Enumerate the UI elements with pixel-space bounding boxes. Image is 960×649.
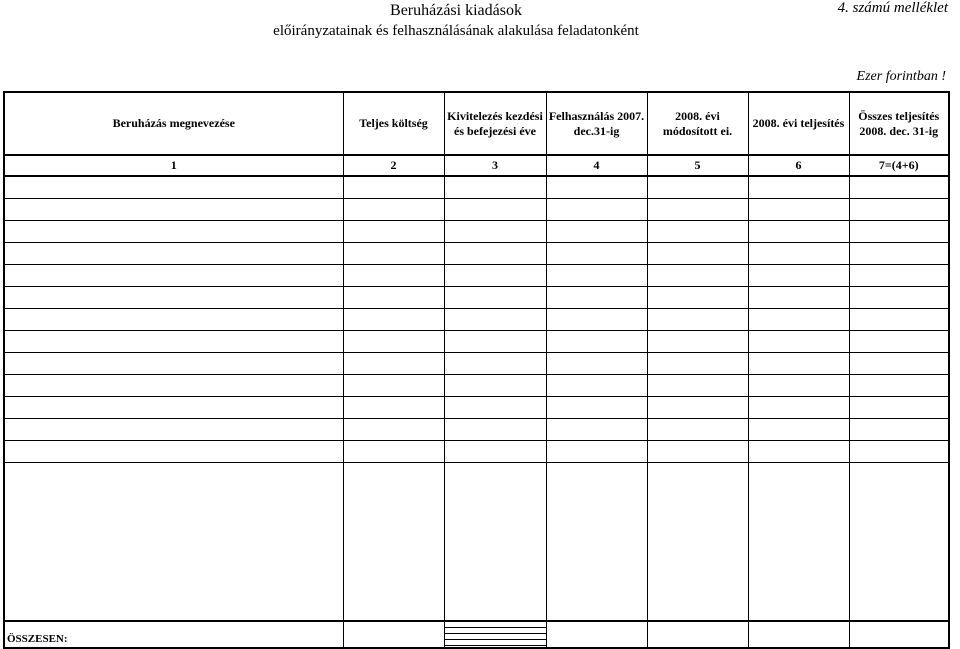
table-cell: [546, 419, 647, 441]
table-cell: [444, 243, 546, 265]
table-cell: [647, 375, 748, 397]
table-cell: [343, 331, 444, 353]
table-cell: [849, 375, 949, 397]
table-cell: [849, 199, 949, 221]
table-cell: [444, 353, 546, 375]
table-cell: [4, 221, 343, 243]
table-row: [4, 331, 949, 353]
table-cell: [849, 397, 949, 419]
table-cell: [4, 397, 343, 419]
total-row: [4, 621, 949, 648]
table-cell: [849, 265, 949, 287]
table-cell: [748, 353, 849, 375]
table-row: [4, 419, 949, 441]
table-cell: [647, 199, 748, 221]
table-cell: [444, 265, 546, 287]
annex-label: 4. számú melléklet: [837, 0, 948, 16]
table-cell: [4, 419, 343, 441]
table-cell: [849, 243, 949, 265]
table-cell: [444, 199, 546, 221]
table-cell: [748, 419, 849, 441]
table-cell: [748, 375, 849, 397]
page-subtitle: előirányzatainak és felhasználásának alakulása feladatonként: [273, 23, 639, 39]
table-cell: [444, 441, 546, 463]
column-header-years: Kivitelezés kezdési és befejezési éve: [444, 92, 546, 155]
table-cell: [546, 441, 647, 463]
table-cell: [343, 265, 444, 287]
hatched-cell: [444, 621, 546, 648]
table-cell: [4, 331, 343, 353]
table-cell: [546, 353, 647, 375]
table-cell: [748, 309, 849, 331]
table-cell: [444, 463, 546, 622]
table-row: [4, 199, 949, 221]
table-cell: [748, 221, 849, 243]
column-number: 5: [647, 155, 748, 176]
table-cell: [647, 221, 748, 243]
table-cell: [748, 287, 849, 309]
table-cell: [343, 419, 444, 441]
table-cell: [748, 243, 849, 265]
table-cell: [546, 176, 647, 199]
table-cell: [849, 441, 949, 463]
table-cell: [647, 463, 748, 622]
table-cell: [748, 463, 849, 622]
table-cell: [343, 243, 444, 265]
table-cell: [343, 621, 444, 648]
table-row: [4, 265, 949, 287]
table-cell: [748, 176, 849, 199]
table-cell: [444, 331, 546, 353]
unit-label: Ezer forintban !: [856, 69, 946, 84]
column-header-usage-2007: Felhasználás 2007. dec.31-ig: [546, 92, 647, 155]
table-cell: [546, 265, 647, 287]
table-cell: [4, 287, 343, 309]
table-cell: [748, 265, 849, 287]
table-cell: [849, 331, 949, 353]
table-cell: [4, 176, 343, 199]
table-cell: [343, 221, 444, 243]
table-cell: [4, 375, 343, 397]
investment-table: [3, 91, 950, 649]
table-cell: [343, 199, 444, 221]
table-cell: [4, 309, 343, 331]
column-number: 2: [343, 155, 444, 176]
table-cell: [546, 331, 647, 353]
table-cell: [343, 441, 444, 463]
table-cell: [647, 331, 748, 353]
table-cell: [849, 353, 949, 375]
table-cell: [546, 287, 647, 309]
table-cell: [4, 243, 343, 265]
column-number: 3: [444, 155, 546, 176]
table-cell: [647, 397, 748, 419]
table-cell: [647, 309, 748, 331]
table-cell: [4, 265, 343, 287]
table-row: [4, 375, 949, 397]
table-cell: [546, 243, 647, 265]
column-number: 4: [546, 155, 647, 176]
table-cell: [343, 463, 444, 622]
table-row: [4, 309, 949, 331]
table-cell: [748, 441, 849, 463]
table-cell: [647, 441, 748, 463]
table-cell: [444, 397, 546, 419]
table-cell: [343, 397, 444, 419]
table-cell: [444, 176, 546, 199]
table-cell: [647, 621, 748, 648]
table-cell: [546, 463, 647, 622]
table-row: [4, 221, 949, 243]
table-cell: [546, 221, 647, 243]
table-row: [4, 397, 949, 419]
column-header-fulfilment-2008: 2008. évi teljesítés: [748, 92, 849, 155]
table-cell: [444, 375, 546, 397]
table-cell: [748, 621, 849, 648]
table-cell: [647, 353, 748, 375]
page-title: Beruházási kiadások: [390, 2, 522, 19]
table-cell: [647, 265, 748, 287]
total-label: ÖSSZESEN:: [4, 621, 343, 648]
column-number: 1: [4, 155, 343, 176]
table-row: [4, 176, 949, 199]
table-cell: [849, 463, 949, 622]
column-number-row: [4, 155, 949, 176]
table-cell: [748, 199, 849, 221]
table-cell: [444, 309, 546, 331]
table-cell: [546, 199, 647, 221]
table-cell: [647, 419, 748, 441]
table-cell: [4, 199, 343, 221]
table-cell: [546, 397, 647, 419]
column-header-modified-2008: 2008. évi módosított ei.: [647, 92, 748, 155]
table-cell: [849, 309, 949, 331]
table-cell: [849, 621, 949, 648]
table-cell: [849, 419, 949, 441]
table-cell: [4, 441, 343, 463]
table-cell: [546, 621, 647, 648]
table-cell: [444, 287, 546, 309]
table-cell: [4, 463, 343, 622]
table-cell: [647, 287, 748, 309]
table-row: [4, 441, 949, 463]
column-header-total-fulfilment: Összes teljesítés 2008. dec. 31-ig: [849, 92, 949, 155]
column-header-name: Beruházás megnevezése: [4, 92, 343, 155]
table-cell: [343, 353, 444, 375]
header-row: [4, 92, 949, 155]
table-cell: [546, 309, 647, 331]
table-cell: [343, 176, 444, 199]
table-cell: [647, 243, 748, 265]
table-cell: [444, 221, 546, 243]
table-cell: [849, 287, 949, 309]
table-cell: [343, 287, 444, 309]
table-row: [4, 353, 949, 375]
table-cell: [343, 375, 444, 397]
table-cell: [4, 353, 343, 375]
table-cell: [748, 331, 849, 353]
table-cell: [647, 176, 748, 199]
blank-area-row: [4, 463, 949, 622]
table-cell: [444, 419, 546, 441]
table-cell: [849, 176, 949, 199]
column-number: 7=(4+6): [849, 155, 949, 176]
table-cell: [343, 309, 444, 331]
table-cell: [748, 397, 849, 419]
table-row: [4, 243, 949, 265]
table-cell: [546, 375, 647, 397]
table-cell: [849, 221, 949, 243]
column-number: 6: [748, 155, 849, 176]
table-row: [4, 287, 949, 309]
column-header-total-cost: Teljes költség: [343, 92, 444, 155]
